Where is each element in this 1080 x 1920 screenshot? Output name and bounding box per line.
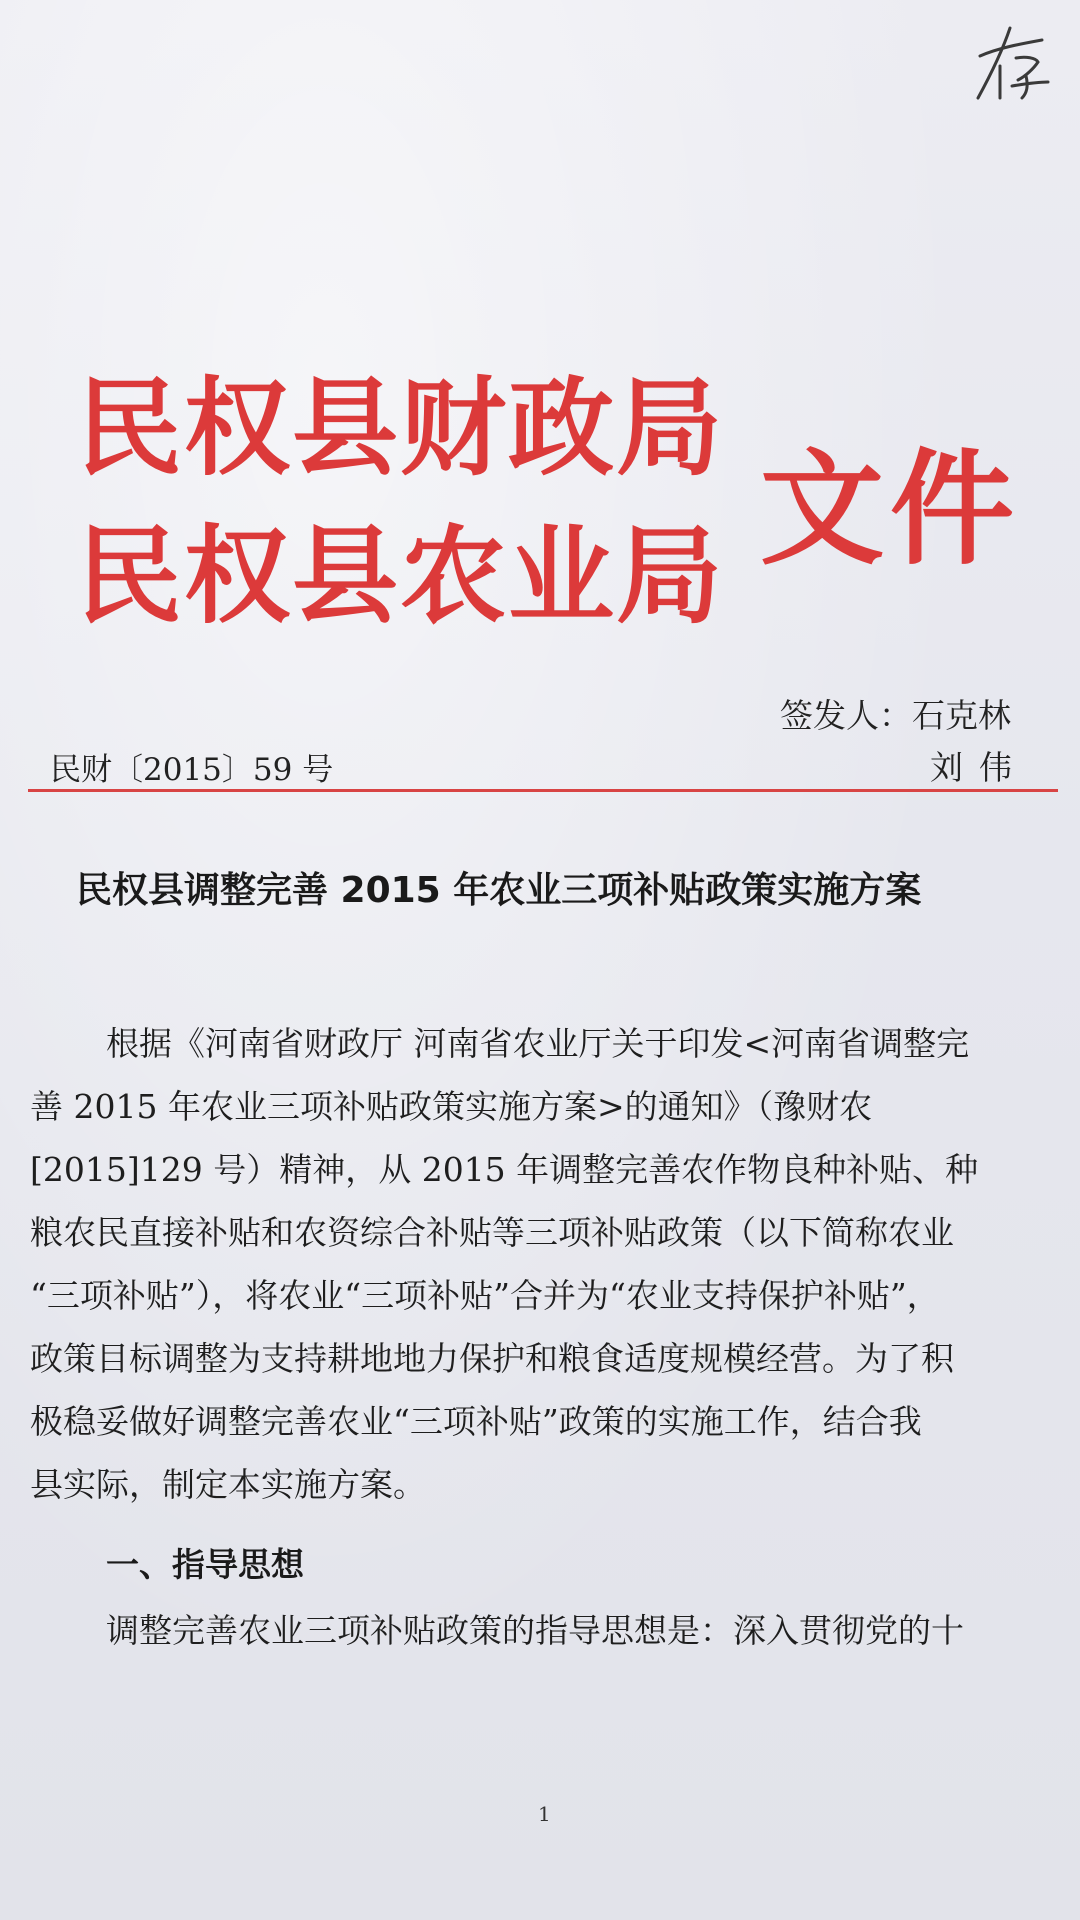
handwritten-mark: [968, 18, 1058, 108]
body-line-8: 县实际，制定本实施方案。: [30, 1465, 426, 1504]
document-type-label: 文件: [760, 437, 1021, 582]
document-number: 民财〔2015〕59 号: [50, 752, 334, 788]
org-name-agriculture-bureau: 民权县农业局: [76, 513, 724, 638]
body-line-2: 善 2015 年农业三项补贴政策实施方案>的通知》（豫财农: [30, 1087, 873, 1126]
body-line-7: 极稳妥做好调整完善农业“三项补贴”政策的实施工作，结合我: [30, 1402, 922, 1441]
body-line-5: “三项补贴”），将农业“三项补贴”合并为“农业支持保护补贴”，: [30, 1276, 940, 1315]
body-paragraph: [30, 1012, 1060, 1516]
document-title: 民权县调整完善 2015 年农业三项补贴政策实施方案: [76, 870, 922, 911]
org-name-finance-bureau: 民权县财政局: [76, 365, 724, 490]
issuing-organizations: [76, 365, 736, 638]
signer-block: [780, 690, 1050, 794]
signer-name-1: 石克林: [912, 696, 1011, 735]
red-separator-line: [28, 789, 1058, 792]
signer-row-primary: [780, 690, 1050, 742]
signer-label: 签发人：: [780, 696, 912, 735]
section-heading-guiding-ideology: 一、指导思想: [106, 1545, 304, 1584]
page-number: 1: [538, 1802, 551, 1826]
body-line-4: 粮农民直接补贴和农资综合补贴等三项补贴政策（以下简称农业: [30, 1213, 954, 1252]
signer-name-2: 刘伟: [930, 748, 1028, 787]
section-paragraph-start: 调整完善农业三项补贴政策的指导思想是：深入贯彻党的十: [106, 1611, 964, 1650]
body-line-1: 根据《河南省财政厅 河南省农业厅关于印发<河南省调整完: [106, 1024, 970, 1063]
body-line-6: 政策目标调整为支持耕地地力保护和粮食适度规模经营。为了积: [30, 1339, 954, 1378]
body-line-3: [2015]129 号）精神，从 2015 年调整完善农作物良种补贴、种: [30, 1150, 979, 1189]
